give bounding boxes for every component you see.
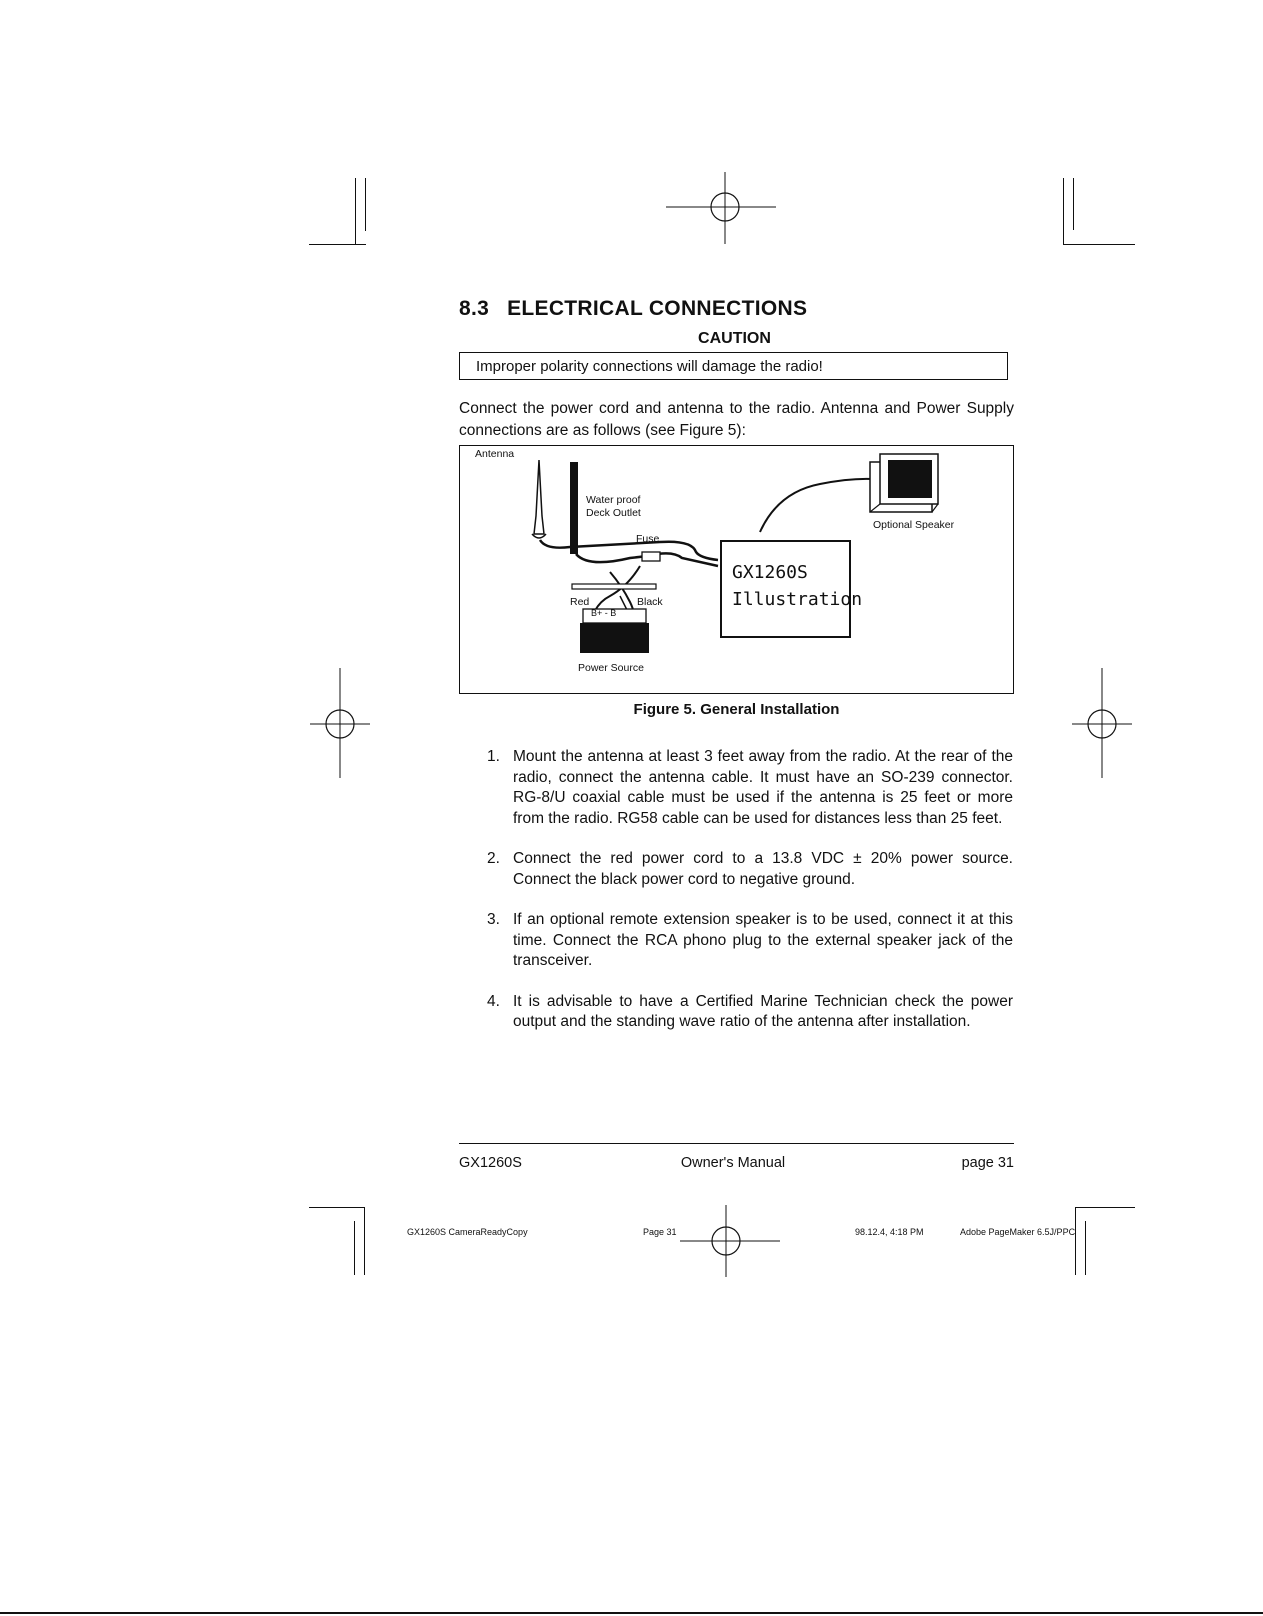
fuse-label: Fuse xyxy=(636,533,660,545)
list-item xyxy=(487,992,1013,1033)
slug-page: Page 31 xyxy=(643,1227,677,1237)
radio-box xyxy=(720,540,863,638)
section-title: ELECTRICAL CONNECTIONS xyxy=(507,297,808,320)
step-number: 3. xyxy=(487,911,500,928)
list-item xyxy=(487,747,1013,829)
black-wire-label: Black xyxy=(637,596,663,608)
power-source-label: Power Source xyxy=(578,662,644,674)
figure-caption: Figure 5. General Installation xyxy=(633,701,840,718)
antenna-label: Antenna xyxy=(475,448,515,460)
registration-mark-bottom xyxy=(680,1205,780,1277)
footer-rule xyxy=(459,1143,1014,1144)
footer-title: Owner's Manual xyxy=(680,1155,786,1171)
section-number: 8.3 xyxy=(459,297,490,320)
step-text: Connect the red power cord to a 13.8 VDC ± 20% power source. Connect the black power cord to negative ground. xyxy=(513,850,1013,888)
installation-steps xyxy=(487,747,1013,1053)
speaker-shape xyxy=(870,454,938,512)
speaker-label: Optional Speaker xyxy=(873,519,955,531)
red-wire-label: Red xyxy=(570,596,590,608)
ground-plate xyxy=(572,584,656,589)
radio-label-1: GX1260S xyxy=(732,562,808,583)
slug-app: Adobe PageMaker 6.5J/PPC xyxy=(960,1227,1076,1237)
registration-mark-top xyxy=(666,172,776,244)
registration-mark-right xyxy=(1072,668,1132,778)
registration-mark-left xyxy=(310,668,370,778)
intro-paragraph: Connect the power cord and antenna to the radio. Antenna and Power Supply connections are as follows (see Figure 5): xyxy=(459,400,1014,439)
step-number: 4. xyxy=(487,992,500,1010)
caution-text: Improper polarity connections will damage the radio! xyxy=(476,358,823,375)
deck-outlet-post xyxy=(570,462,578,554)
footer-page: page 31 xyxy=(961,1155,1014,1171)
battery-terminals-label: B+ - B xyxy=(591,608,617,618)
slug-file: GX1260S CameraReadyCopy xyxy=(407,1227,528,1237)
section-heading xyxy=(459,297,807,321)
caution-title: CAUTION xyxy=(698,330,771,347)
radio-label-2: Illustration xyxy=(732,589,863,610)
step-text: If an optional remote extension speaker is to be used, connect it at this time. Connect the RCA phono plug to the external speaker jack of the transceiver. xyxy=(513,911,1013,969)
slug-timestamp: 98.12.4, 4:18 PM xyxy=(855,1227,924,1237)
fuse-shape xyxy=(642,552,660,561)
list-item xyxy=(487,910,1013,972)
step-text: It is advisable to have a Certified Marine Technician check the power output and the standing wave ratio of the antenna after installation. xyxy=(513,992,1013,1030)
step-text: Mount the antenna at least 3 feet away from the radio. At the rear of the radio, connect the antenna cable. It must have an SO-239 connector. RG-8/U coaxial cable must be used if the antenna is 25 feet or more from the radio. RG58 cable can be used for distances less than 25 feet. xyxy=(513,748,1013,827)
footer-model: GX1260S xyxy=(459,1155,522,1171)
antenna-shape xyxy=(532,460,546,538)
list-item xyxy=(487,849,1013,890)
outlet-label-2: Deck Outlet xyxy=(586,507,641,519)
caution-box xyxy=(459,352,1008,380)
outlet-label-1: Water proof xyxy=(586,494,641,506)
step-number: 2. xyxy=(487,850,500,867)
step-number: 1. xyxy=(487,748,500,765)
